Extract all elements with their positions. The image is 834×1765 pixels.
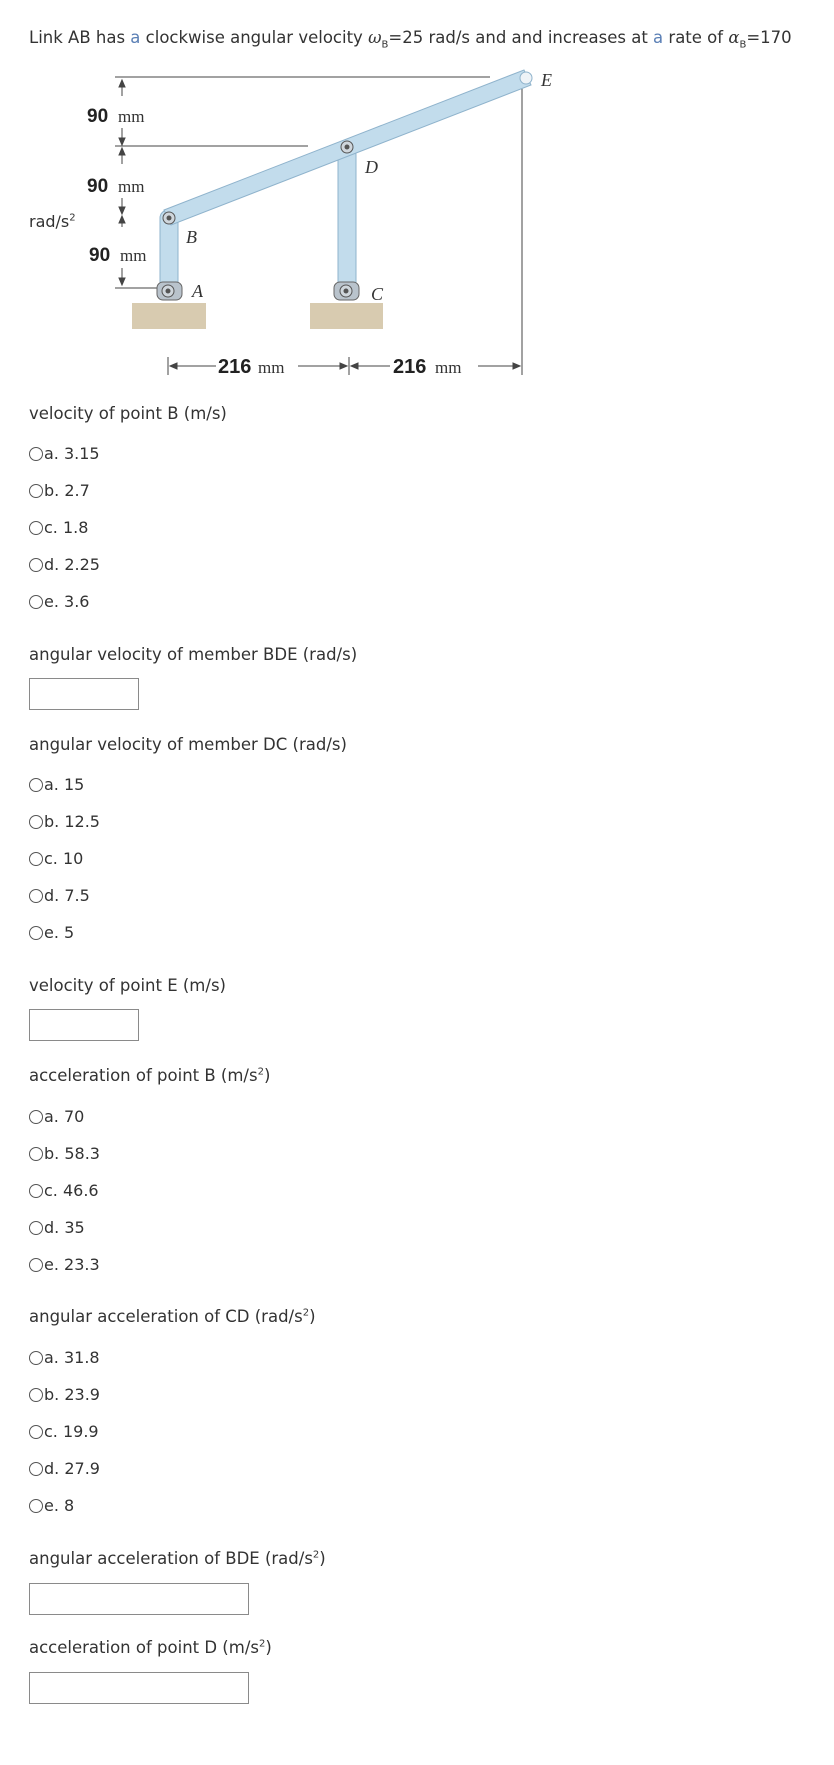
problem-statement: Link AB has a clockwise angular velocity $\omega_B=25$ rad/s and and increases at a rate of $\alpha_B=170$ <box>29 28 792 51</box>
point-label-d: D <box>365 157 378 177</box>
mechanism-figure <box>0 60 560 390</box>
radio-button[interactable] <box>29 926 43 940</box>
dim-unit-right: mm <box>435 358 462 377</box>
answer-acceleration-d[interactable] <box>29 1672 249 1704</box>
q5-option-c[interactable]: c. 46.6 <box>29 1181 99 1200</box>
point-label-e: E <box>541 70 552 90</box>
question-angular-velocity-dc: angular velocity of member DC (rad/s) <box>29 735 347 754</box>
q3-option-e[interactable]: e. 5 <box>29 923 74 942</box>
q1-option-b[interactable]: b. 2.7 <box>29 481 90 500</box>
radio-button[interactable] <box>29 1147 43 1161</box>
question-acceleration-b: acceleration of point B $(m/s^2)$ <box>29 1066 271 1085</box>
radio-button[interactable] <box>29 1221 43 1235</box>
question-velocity-b: velocity of point B (m/s) <box>29 404 227 423</box>
q5-option-d[interactable]: d. 35 <box>29 1218 85 1237</box>
q1-option-a[interactable]: a. 3.15 <box>29 444 100 463</box>
ground-c <box>310 303 383 329</box>
q3-option-c[interactable]: c. 10 <box>29 849 83 868</box>
radio-button[interactable] <box>29 1499 43 1513</box>
q6-option-e[interactable]: e. 8 <box>29 1496 74 1515</box>
radio-button[interactable] <box>29 447 43 461</box>
radio-button[interactable] <box>29 1184 43 1198</box>
q5-option-a[interactable]: a. 70 <box>29 1107 84 1126</box>
radio-button[interactable] <box>29 484 43 498</box>
dim-unit-bottom: mm <box>120 246 147 265</box>
problem-statement-units: rad/$s^2$ <box>29 212 76 231</box>
q3-option-d[interactable]: d. 7.5 <box>29 886 90 905</box>
answer-velocity-e[interactable] <box>29 1009 139 1041</box>
q6-option-a[interactable]: a. 31.8 <box>29 1348 100 1367</box>
radio-button[interactable] <box>29 595 43 609</box>
q3-option-b[interactable]: b. 12.5 <box>29 812 100 831</box>
dim-216-right: 216 <box>393 356 427 378</box>
dim-unit-middle: mm <box>118 177 145 196</box>
radio-button[interactable] <box>29 852 43 866</box>
radio-button[interactable] <box>29 1462 43 1476</box>
answer-angular-velocity-bde[interactable] <box>29 678 139 710</box>
q6-option-b[interactable]: b. 23.9 <box>29 1385 100 1404</box>
q1-option-c[interactable]: c. 1.8 <box>29 518 88 537</box>
question-velocity-e: velocity of point E (m/s) <box>29 976 226 995</box>
dim-216-left: 216 <box>218 356 252 378</box>
question-angular-acceleration-cd: angular acceleration of CD $(rad/s^2)$ <box>29 1307 316 1326</box>
radio-button[interactable] <box>29 521 43 535</box>
answer-angular-acceleration-bde[interactable] <box>29 1583 249 1615</box>
radio-button[interactable] <box>29 1388 43 1402</box>
point-label-a: A <box>192 281 203 301</box>
dim-unit-left: mm <box>258 358 285 377</box>
radio-button[interactable] <box>29 558 43 572</box>
question-angular-acceleration-bde: angular acceleration of BDE $(rad/s^2)$ <box>29 1549 326 1568</box>
radio-button[interactable] <box>29 889 43 903</box>
radio-button[interactable] <box>29 778 43 792</box>
question-angular-velocity-bde: angular velocity of member BDE (rad/s) <box>29 645 358 664</box>
radio-button[interactable] <box>29 815 43 829</box>
q6-option-d[interactable]: d. 27.9 <box>29 1459 100 1478</box>
radio-button[interactable] <box>29 1425 43 1439</box>
dim-90-middle: 90 <box>87 176 109 197</box>
ground-a <box>132 303 206 329</box>
q1-option-e[interactable]: e. 3.6 <box>29 592 89 611</box>
radio-button[interactable] <box>29 1110 43 1124</box>
q3-option-a[interactable]: a. 15 <box>29 775 84 794</box>
q1-option-d[interactable]: d. 2.25 <box>29 555 100 574</box>
q5-option-b[interactable]: b. 58.3 <box>29 1144 100 1163</box>
point-label-c: C <box>371 284 384 304</box>
q5-option-e[interactable]: e. 23.3 <box>29 1255 100 1274</box>
link-cd <box>338 147 356 292</box>
q6-option-c[interactable]: c. 19.9 <box>29 1422 99 1441</box>
dim-unit-top: mm <box>118 107 145 126</box>
radio-button[interactable] <box>29 1258 43 1272</box>
point-label-b: B <box>186 227 197 247</box>
question-acceleration-d: acceleration of point D $(m/s^2)$ <box>29 1638 272 1657</box>
dim-90-bottom: 90 <box>89 245 111 266</box>
dim-90-top: 90 <box>87 106 109 127</box>
radio-button[interactable] <box>29 1351 43 1365</box>
